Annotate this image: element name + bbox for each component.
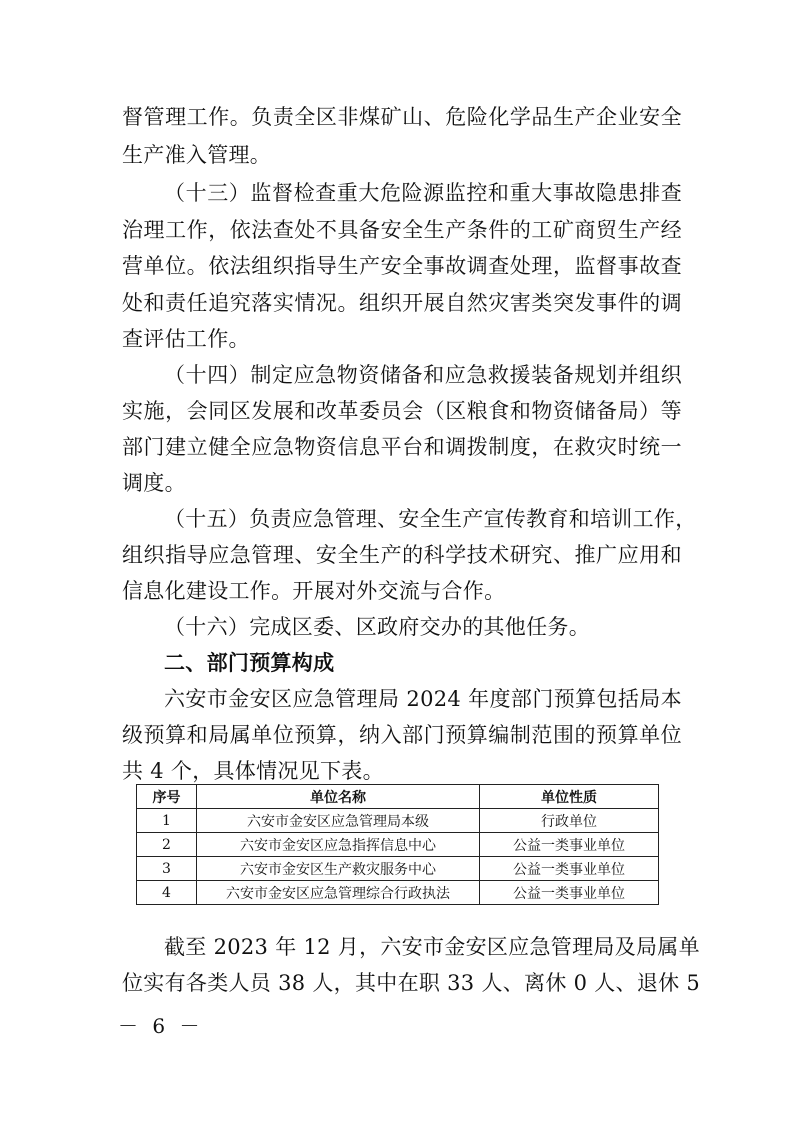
body-text-line: 营单位。依法组织指导生产安全事故调查处理，监督事故查 [122, 254, 682, 278]
body-text-line: （十五）负责应急管理、安全生产宣传教育和培训工作， [164, 507, 697, 531]
body-text-line: 信息化建设工作。开展对外交流与合作。 [122, 579, 506, 603]
body-text-line: （十六）完成区委、区政府交办的其他任务。 [164, 615, 590, 639]
table-cell-index: 4 [137, 881, 197, 905]
table-cell-unit-name: 六安市金安区应急管理综合行政执法 [197, 881, 480, 905]
body-text-line: 组织指导应急管理、安全生产的科学技术研究、推广应用和 [122, 543, 682, 567]
table-cell-index: 2 [137, 833, 197, 857]
column-header-index: 序号 [137, 785, 197, 809]
table-cell-index: 3 [137, 857, 197, 881]
table-cell-unit-name: 六安市金安区应急指挥信息中心 [197, 833, 480, 857]
table-row [137, 857, 659, 881]
table-row [137, 833, 659, 857]
body-text-line: （十三）监督检查重大危险源监控和重大事故隐患排查 [164, 181, 682, 205]
table-cell-unit-type: 公益一类事业单位 [480, 881, 659, 905]
table-row [137, 881, 659, 905]
body-text-line: 部门建立健全应急物资信息平台和调拨制度，在救灾时统一 [122, 435, 682, 459]
body-text-line: 级预算和局属单位预算，纳入部门预算编制范围的预算单位 [122, 723, 682, 747]
budget-units-table [136, 784, 659, 905]
table-cell-unit-name: 六安市金安区应急管理局本级 [197, 809, 480, 833]
table-cell-index: 1 [137, 809, 197, 833]
body-text-line: 督管理工作。负责全区非煤矿山、危险化学品生产企业安全 [122, 105, 682, 129]
column-header-unit-type: 单位性质 [480, 785, 659, 809]
section-heading: 二、部门预算构成 [164, 651, 335, 675]
table-row [137, 809, 659, 833]
body-text-line: 共 4 个，具体情况见下表。 [122, 759, 384, 783]
table-cell-unit-type: 行政单位 [480, 809, 659, 833]
column-header-unit-name: 单位名称 [197, 785, 480, 809]
body-text-line: 处和责任追究落实情况。组织开展自然灾害类突发事件的调 [122, 291, 682, 315]
page-number: － 6 － [118, 1014, 204, 1038]
table-header-row [137, 785, 659, 809]
body-text-line: 实施，会同区发展和改革委员会（区粮食和物资储备局）等 [122, 399, 682, 423]
body-text-line: 调度。 [122, 471, 186, 495]
table-cell-unit-type: 公益一类事业单位 [480, 857, 659, 881]
body-text-line: 治理工作，依法查处不具备安全生产条件的工矿商贸生产经 [122, 218, 682, 242]
body-text-line: 生产准入管理。 [122, 143, 272, 167]
body-text-line: 查评估工作。 [122, 327, 250, 351]
body-text-line: 截至 2023 年 12 月，六安市金安区应急管理局及局属单 [164, 935, 700, 959]
table-cell-unit-type: 公益一类事业单位 [480, 833, 659, 857]
body-text-line: （十四）制定应急物资储备和应急救援装备规划并组织 [164, 363, 682, 387]
body-text-line: 六安市金安区应急管理局 2024 年度部门预算包括局本 [164, 687, 682, 711]
body-text-line: 位实有各类人员 38 人，其中在职 33 人、离休 0 人、退休 5 [122, 971, 701, 995]
table-cell-unit-name: 六安市金安区生产救灾服务中心 [197, 857, 480, 881]
